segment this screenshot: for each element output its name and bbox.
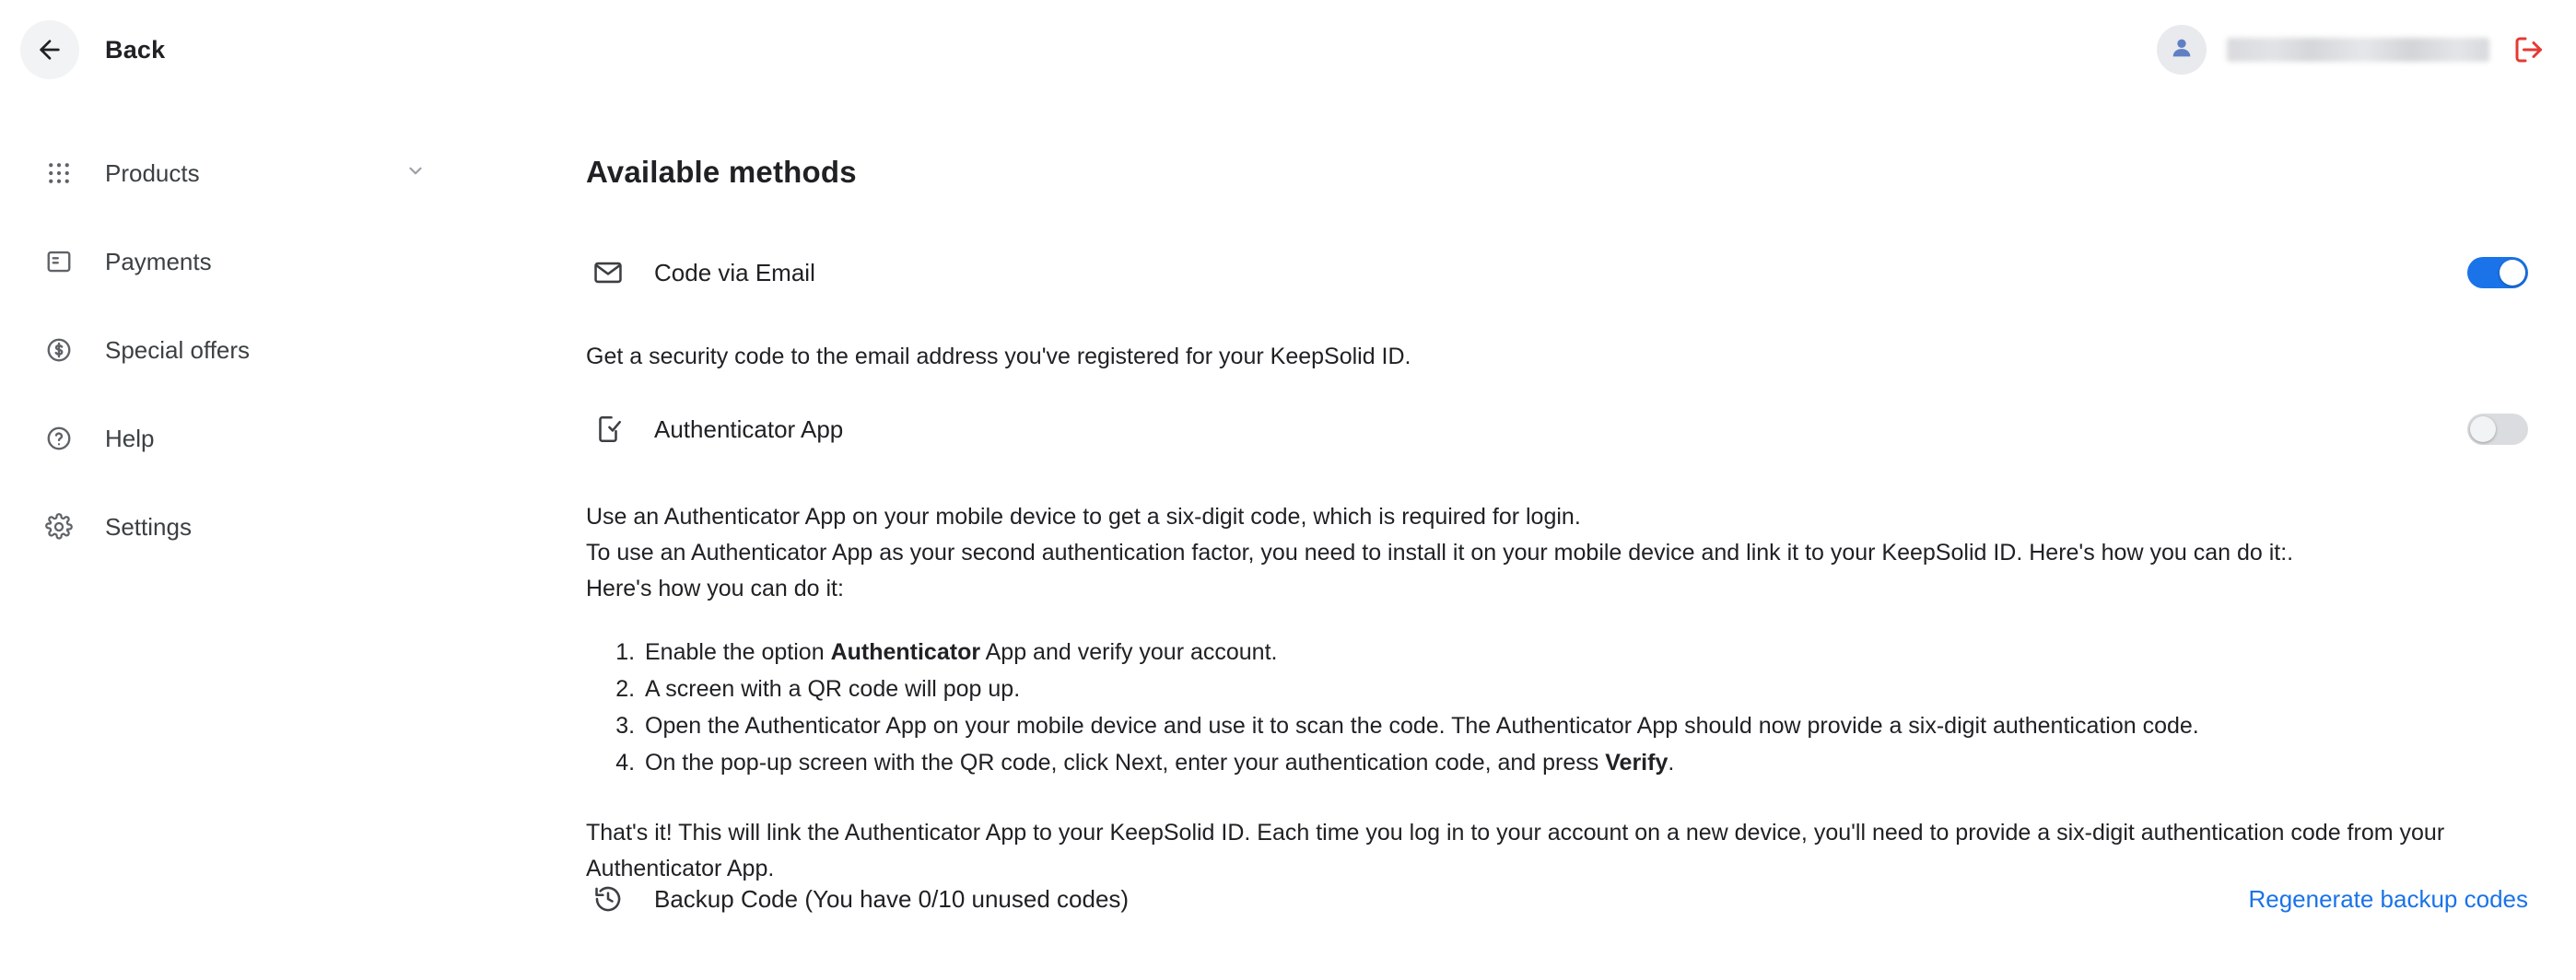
email-description: Get a security code to the email address you've registered for your KeepSolid ID. [586, 344, 1411, 369]
sidebar [0, 129, 553, 571]
sidebar-item-products[interactable] [0, 129, 553, 217]
step-text-post: . [1668, 750, 1675, 776]
list-item [641, 671, 2528, 707]
method-row-email [586, 251, 2528, 295]
history-restore-icon [586, 877, 630, 921]
step-text-bold: Verify [1605, 750, 1669, 776]
gear-icon [41, 508, 77, 545]
back-label: Back [105, 35, 166, 64]
envelope-icon [586, 251, 630, 295]
sidebar-item-label: Products [105, 158, 200, 187]
card-icon [41, 243, 77, 280]
grid-apps-icon [41, 155, 77, 192]
back-navigation[interactable] [20, 20, 165, 79]
step-text-pre: Open the Authenticator App on your mobile device and use it to scan the code. The Authenticator App should now provide a six-digit authentication code. [645, 713, 2199, 739]
toggle-knob [2470, 416, 2496, 442]
authenticator-check-icon [586, 407, 630, 451]
sidebar-item-label: Special offers [105, 335, 251, 364]
arrow-left-icon [35, 35, 64, 64]
regenerate-backup-codes-link[interactable]: Regenerate backup codes [2248, 884, 2528, 913]
dollar-circle-icon [41, 332, 77, 368]
method-row-authenticator [586, 407, 2528, 451]
main-content [553, 0, 2576, 980]
list-item [641, 634, 2528, 671]
list-item [641, 744, 2528, 781]
step-text-pre: A screen with a QR code will pop up. [645, 676, 1021, 702]
method-label-backup-code: Backup Code (You have 0/10 unused codes) [654, 884, 1130, 913]
authenticator-desc-line1: Use an Authenticator App on your mobile device to get a six-digit code, which is required for login. [586, 504, 1581, 530]
step-text-post: App and verify your account. [980, 639, 1278, 665]
sidebar-item-label: Settings [105, 512, 192, 541]
step-text-pre: On the pop-up screen with the QR code, click Next, enter your authentication code, and press [645, 750, 1606, 776]
method-label-authenticator: Authenticator App [654, 414, 844, 443]
page-title: Available methods [586, 155, 857, 189]
authenticator-desc-line2: To use an Authenticator App as your second authentication factor, you need to install it on your mobile device and link it to your KeepSolid ID. Here's how you can do it:. [586, 540, 2294, 566]
sidebar-item-help[interactable] [0, 394, 553, 483]
sidebar-item-special-offers[interactable] [0, 306, 553, 394]
sidebar-item-payments[interactable] [0, 217, 553, 306]
sidebar-item-label: Payments [105, 247, 212, 275]
authenticator-steps [586, 634, 2528, 781]
method-row-backup-code [586, 877, 2528, 921]
authenticator-desc-line3: Here's how you can do it: [586, 576, 844, 601]
toggle-authenticator-app[interactable] [2467, 414, 2528, 445]
step-text-bold: Authenticator [830, 639, 981, 665]
toggle-code-via-email[interactable] [2467, 257, 2528, 288]
authenticator-closing: That's it! This will link the Authenticator App to your KeepSolid ID. Each time you log in to your account on a new device, you'll need to provide a six-digit authentication code from your Authenticator App. [586, 820, 2445, 881]
sidebar-item-label: Help [105, 424, 155, 452]
step-text-pre: Enable the option [645, 639, 831, 665]
list-item [641, 707, 2528, 744]
question-circle-icon [41, 420, 77, 457]
back-button[interactable] [20, 20, 79, 79]
authenticator-description [586, 499, 2528, 607]
sidebar-item-settings[interactable] [0, 483, 553, 571]
chevron-down-icon[interactable] [405, 161, 426, 186]
toggle-knob [2500, 260, 2525, 286]
method-label-email: Code via Email [654, 258, 815, 286]
